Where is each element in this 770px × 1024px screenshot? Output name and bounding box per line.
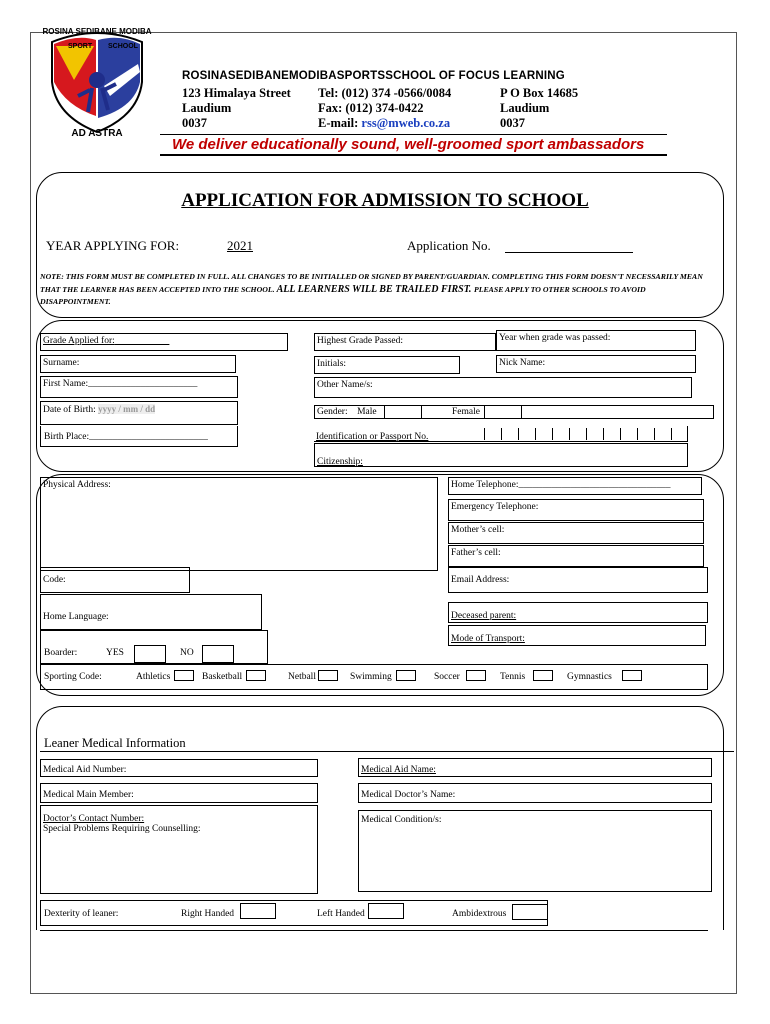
suburb-line: Laudium	[182, 101, 232, 115]
sport-gymnastics-checkbox[interactable]	[622, 670, 642, 681]
postal-suburb-line: Laudium	[500, 101, 550, 115]
grade-applied-label: Grade Applied for:	[43, 336, 115, 346]
sport-netball-label: Netball	[288, 672, 316, 682]
date-of-birth-label: Date of Birth:	[43, 405, 96, 415]
medical-aid-number-field[interactable]	[40, 759, 318, 777]
email-address-field[interactable]	[448, 567, 708, 593]
medical-bottom-rule	[40, 930, 708, 931]
medical-aid-name-label: Medical Aid Name:	[361, 765, 436, 775]
father-cell-label: Father’s cell:	[451, 548, 501, 558]
sport-netball-checkbox[interactable]	[318, 670, 338, 681]
sport-swimming-label: Swimming	[350, 672, 392, 682]
school-name: ROSINASEDIBANEMODIBASPORTSSCHOOL OF FOCUS LEARNING	[182, 70, 565, 82]
form-note	[40, 271, 704, 309]
highest-grade-label: Highest Grade Passed:	[317, 336, 404, 346]
other-names-field[interactable]	[314, 377, 692, 398]
home-telephone-label: Home Telephone:	[451, 480, 519, 490]
boarder-label: Boarder:	[44, 648, 78, 658]
surname-label: Surname:	[43, 358, 80, 368]
home-language-label: Home Language:	[43, 612, 109, 622]
physical-address-label: Physical Address:	[43, 480, 111, 490]
ambidextrous-label: Ambidextrous	[452, 909, 507, 919]
medical-doctor-name-field[interactable]	[358, 783, 712, 803]
deceased-parent-label: Deceased parent:	[451, 611, 517, 621]
boarder-no-label: NO	[180, 648, 194, 658]
home-language-field[interactable]	[40, 594, 262, 630]
mother-cell-field[interactable]	[448, 522, 704, 544]
doctor-contact-label: Doctor’s Contact Number:	[43, 814, 145, 824]
initials-label: Initials:	[317, 359, 347, 369]
sport-basketball-checkbox[interactable]	[246, 670, 266, 681]
email-link[interactable]: rss@mweb.co.za	[361, 116, 451, 130]
sport-athletics-checkbox[interactable]	[174, 670, 194, 681]
citizenship-label: Citizenship:	[317, 457, 363, 467]
street-line: 123 Himalaya Street	[182, 86, 291, 100]
mother-cell-label: Mother’s cell:	[451, 525, 505, 535]
logo-top-text: ROSINA SEDIBANE MODIBA	[42, 27, 152, 36]
medical-main-member-field[interactable]	[40, 783, 318, 803]
logo-sport-text: SPORT	[68, 43, 93, 50]
telephone-line: Tel: (012) 374 -0566/0084	[318, 86, 452, 100]
tagline: We deliver educationally sound, well-groomed sport ambassadors	[172, 136, 645, 153]
year-applying-label: YEAR APPLYING FOR:	[46, 238, 180, 253]
postcode-line: 0037	[182, 116, 207, 130]
sport-tennis-label: Tennis	[500, 672, 526, 682]
surname-field[interactable]	[40, 355, 236, 373]
deceased-parent-field[interactable]	[448, 602, 708, 623]
sport-tennis-checkbox[interactable]	[533, 670, 553, 681]
nick-name-field[interactable]	[496, 355, 696, 373]
sport-athletics-label: Athletics	[136, 672, 171, 682]
date-of-birth-placeholder: yyyy / mm / dd	[98, 404, 156, 414]
other-names-label: Other Name/s:	[317, 380, 373, 390]
sport-soccer-checkbox[interactable]	[466, 670, 486, 681]
code-label: Code:	[43, 575, 66, 585]
application-no-field[interactable]	[505, 252, 633, 253]
sport-soccer-label: Soccer	[434, 672, 460, 682]
medical-doctor-name-label: Medical Doctor’s Name:	[361, 790, 456, 800]
note-part1: NOTE: THIS FORM MUST BE COMPLETED IN FULL. ALL CHANGES TO BE INITIALLED OR SIGNED BY PARENT/GUARDIAN. COMPLETING THIS FORM DOESN'T NECESSARILY MEAN THAT THE LEARNER HAS BEEN ACCEPTED INTO THE SCHOOL.	[40, 272, 703, 294]
mode-of-transport-field[interactable]	[448, 625, 706, 646]
home-telephone-field[interactable]: Home Telephone:________________________________	[448, 477, 702, 495]
boarder-yes-label: YES	[106, 648, 124, 658]
header-rule-bottom	[160, 154, 667, 156]
male-checkbox[interactable]	[384, 405, 422, 419]
emergency-telephone-field[interactable]	[448, 499, 704, 521]
boarder-no-checkbox[interactable]	[202, 645, 234, 663]
citizenship-field[interactable]	[314, 443, 688, 467]
gender-label: Gender:	[317, 407, 348, 417]
header-rule-top	[160, 134, 667, 135]
sporting-code-label: Sporting Code:	[44, 672, 102, 682]
contact-column	[318, 86, 451, 131]
female-label: Female	[452, 407, 480, 417]
sport-basketball-label: Basketball	[202, 672, 243, 682]
boarder-yes-checkbox[interactable]	[134, 645, 166, 663]
emergency-telephone-label: Emergency Telephone:	[451, 502, 539, 512]
medical-section-title: Leaner Medical Information	[44, 736, 186, 750]
doctor-contact-field[interactable]	[40, 805, 318, 894]
school-crest-logo	[38, 20, 156, 138]
special-problems-label: Special Problems Requiring Counselling:	[43, 824, 201, 834]
po-box-line: P O Box 14685	[500, 86, 579, 100]
highest-grade-field[interactable]	[314, 333, 496, 351]
fax-line: Fax: (012) 374-0422	[318, 101, 424, 115]
ambidextrous-checkbox[interactable]	[512, 904, 548, 920]
form-title: APPLICATION FOR ADMISSION TO SCHOOL	[181, 190, 589, 211]
initials-field[interactable]	[314, 356, 460, 374]
postal-code-line: 0037	[500, 116, 525, 130]
date-of-birth-field[interactable]	[40, 401, 238, 425]
address-column	[182, 86, 291, 131]
father-cell-field[interactable]	[448, 545, 704, 567]
right-handed-checkbox[interactable]	[240, 903, 276, 919]
email-line	[318, 116, 451, 131]
sport-gymnastics-label: Gymnastics	[567, 672, 612, 682]
nick-name-label: Nick Name:	[499, 358, 546, 368]
logo-motto-text: AD ASTRA	[71, 128, 123, 138]
email-label: E-mail:	[318, 116, 362, 130]
medical-title-rule	[40, 751, 734, 752]
left-handed-label: Left Handed	[317, 909, 365, 919]
note-part3: PLEASE APPLY TO OTHER SCHOOLS TO AVOID DISAPPOINTMENT.	[40, 284, 646, 306]
year-passed-field[interactable]	[496, 330, 696, 351]
logo-school-text: SCHOOL	[108, 43, 138, 50]
year-passed-label: Year when grade was passed:	[499, 333, 611, 343]
year-applying-value[interactable]: 2021	[227, 238, 253, 253]
medical-aid-name-field[interactable]	[358, 758, 712, 777]
medical-conditions-label: Medical Condition/s:	[361, 815, 442, 825]
id-passport-label: Identification or Passport No.	[316, 432, 429, 442]
right-handed-label: Right Handed	[181, 909, 235, 919]
left-handed-checkbox[interactable]	[368, 903, 404, 919]
birth-place-field[interactable]	[40, 426, 238, 447]
medical-main-member-label: Medical Main Member:	[43, 790, 134, 800]
medical-aid-number-label: Medical Aid Number:	[43, 765, 127, 775]
first-name-label: First Name:	[43, 379, 89, 389]
sport-swimming-checkbox[interactable]	[396, 670, 416, 681]
medical-conditions-field[interactable]	[358, 810, 712, 892]
mode-of-transport-label: Mode of Transport:	[451, 634, 525, 644]
note-part2: ALL LEARNERS WILL BE TRAILED FIRST.	[276, 283, 474, 295]
physical-address-field[interactable]	[40, 477, 438, 571]
grade-applied-field[interactable]	[40, 333, 288, 351]
postal-column	[500, 86, 578, 131]
code-field[interactable]	[40, 567, 190, 593]
id-digit-cells[interactable]	[484, 428, 688, 440]
email-address-label: Email Address:	[451, 575, 510, 585]
female-checkbox[interactable]	[484, 405, 522, 419]
application-no-label: Application No.	[407, 238, 491, 253]
male-label: Male	[357, 407, 377, 417]
dexterity-label: Dexterity of leaner:	[44, 909, 119, 919]
birth-place-label: Birth Place:_________________________	[44, 432, 208, 442]
first-name-field[interactable]: First Name:_______________________	[40, 376, 238, 398]
